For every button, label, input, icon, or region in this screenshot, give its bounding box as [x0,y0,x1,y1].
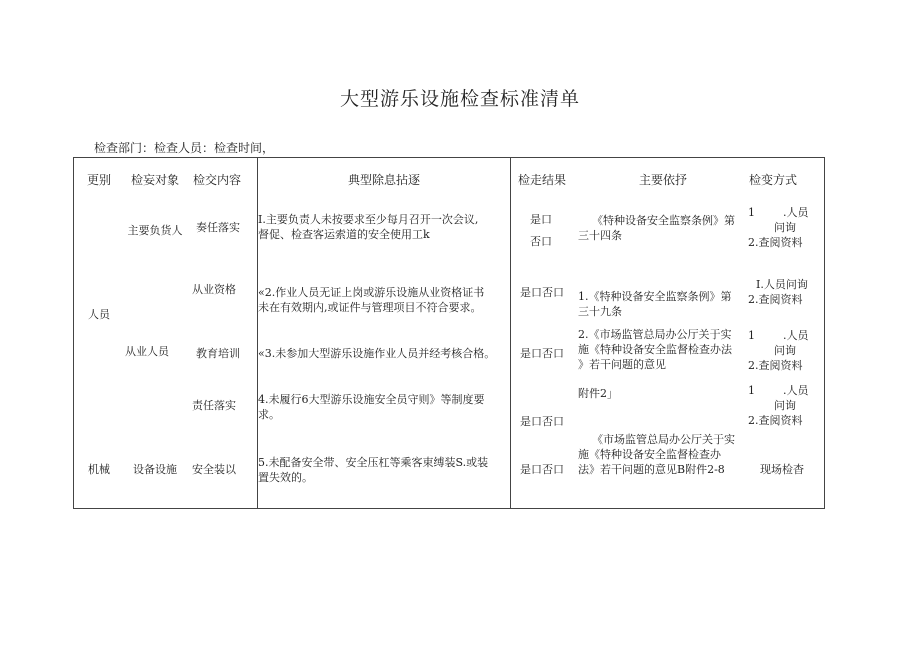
hazard-row-4 [258,392,485,422]
hazard-row-2-line-1: «2.作业人员无证上岗或游乐设施从业资格证书 [258,286,485,299]
content-row-2: 从业资格 [192,283,236,296]
category-personnel: 人员 [88,308,110,321]
basis-row-4 [578,386,618,401]
basis-row-4-line-1: 附件2」 [578,387,618,400]
result-row-2[interactable]: 是口否口 [520,286,564,299]
basis-row-3-line-3: 》若干问题的意见 [578,358,666,371]
method-row-3-line-2: 问询 [774,344,796,357]
basis-row-3 [578,327,732,372]
basis-row-3-line-1: 2.《市场监管总局办公厅关于实 [578,328,732,341]
hazard-row-4-line-2: 求。 [258,408,280,421]
header-basis: 主要依抒 [638,173,687,187]
hazard-row-4-line-1: 4.未履行6大型游乐设施安全员守则》等制度要 [258,393,485,406]
hazard-row-5-line-1: 5.未配备安全带、安全压杠等乘客束缚装S.或装 [258,456,489,469]
basis-row-1 [578,213,735,243]
basis-row-1-line-1: 《特种设备安全监察条例》第 [592,214,735,227]
content-row-1: 奏任落实 [196,221,240,234]
content-row-4: 责任落实 [192,399,236,412]
result-row-4[interactable]: 是口否口 [520,415,564,428]
hazard-row-3-line-1: «3.未参加大型游乐设施作业人员并经考核合格。 [258,347,496,360]
basis-row-2-line-1: 1.《特种设备安全监察条例》第 [578,290,732,303]
method-row-3-line-1: 1 .人员 [748,329,809,342]
method-row-1-line-3: 2.查阅资料 [748,236,803,249]
category-machinery: 机械 [88,463,110,476]
method-row-5-line-1: 现场检杳 [760,463,804,476]
result-row-1-yes[interactable]: 是口 [530,213,552,226]
header-category: 更别 [86,173,111,187]
method-row-3 [748,328,808,373]
result-row-1-no[interactable]: 否口 [530,235,552,248]
method-row-2-line-2: 2.查阅资料 [748,293,803,306]
inspection-meta-line: 检查部门：检查人员：检查时间， [94,141,275,155]
header-result: 检走结果 [517,173,566,187]
content-row-5: 安全装以 [192,463,236,476]
hazard-row-5 [258,455,488,485]
method-row-2-line-1: I.人员问询 [756,278,808,291]
header-method: 检变方式 [748,173,797,187]
header-content: 检交内容 [192,173,241,187]
column-divider-hazard-result [510,157,511,509]
method-row-4-line-1: 1 .人员 [748,384,809,397]
target-staff: 从业人员 [125,345,169,358]
header-hazard: 典型除息拈逐 [347,173,420,187]
hazard-row-5-line-2: 置失效的。 [258,471,313,484]
hazard-row-1 [258,212,478,242]
hazard-row-1-line-1: I.主要负责人未按要求至少每月召开一次会议, [258,213,479,226]
result-row-3[interactable]: 是口否口 [520,347,564,360]
hazard-row-1-line-2: 督促、检查客运索道的安全使用工k [258,228,430,241]
page-title: 大型游乐设施检查标准清单 [339,88,580,110]
method-row-2 [748,277,808,307]
method-row-5 [760,462,804,477]
method-row-1 [748,205,808,250]
basis-row-1-line-2: 三十四条 [578,229,622,242]
basis-row-2-line-2: 三十九条 [578,305,622,318]
method-row-4 [748,383,808,428]
hazard-row-2 [258,285,484,315]
target-equipment: 设备设施 [133,463,177,476]
basis-row-5-line-2: 施《特种设备安全监督检查办 [578,448,721,461]
method-row-1-line-2: 问询 [774,221,796,234]
basis-row-5-line-1: 《市场监管总局办公厅关于实 [592,433,735,446]
target-principal: 主要负货人 [127,224,183,237]
basis-row-3-line-2: 施《特种设备安全监督检查办法 [578,343,732,356]
basis-row-2 [578,289,732,319]
content-row-3: 教育培训 [196,347,240,360]
method-row-3-line-3: 2.查阅资料 [748,359,803,372]
basis-row-5-line-3: 法》若干问题的意见B附件2-8 [578,463,725,476]
method-row-1-line-1: 1 .人员 [748,206,809,219]
result-row-5[interactable]: 是口否口 [520,463,564,476]
method-row-4-line-2: 问询 [774,399,796,412]
header-target: 检妄对象 [130,173,179,187]
hazard-row-2-line-2: 未在有效期内,或证件与管理项目不符合要求。 [258,301,482,314]
basis-row-5 [578,432,735,477]
method-row-4-line-3: 2.查阅资料 [748,414,803,427]
hazard-row-3 [258,346,495,361]
